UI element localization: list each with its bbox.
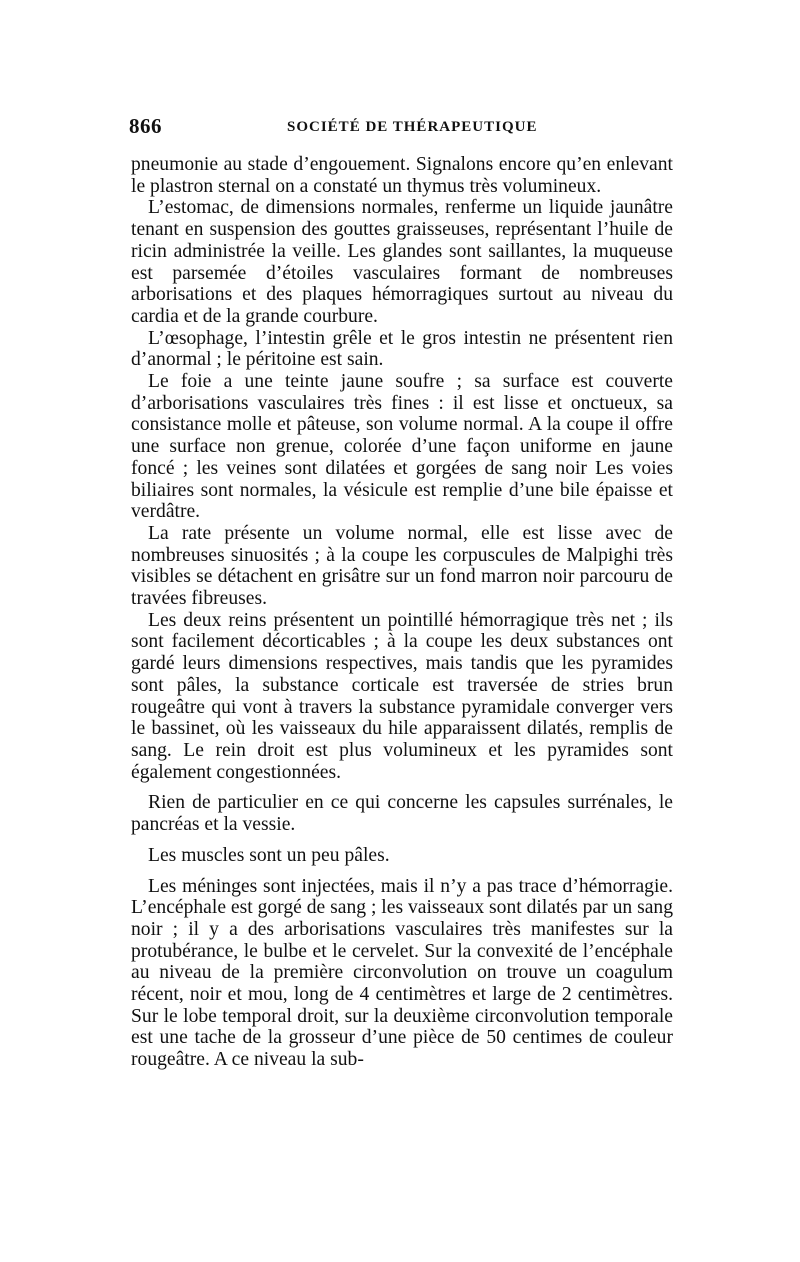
paragraph-liver: Le foie a une teinte jaune soufre ; sa surface est couverte d’arborisations vasculaires très fines : il est lisse et onctueux, sa consistance molle et pâteuse, son volume normal. A la coupe il offre une surface non grenue, colorée d’une façon uniforme en jaune foncé ; les veines sont dilatées et gorgées de sang noir Les voies biliaires sont normales, la vésicule est remplie d’une bile épaisse et verdâtre. [131, 371, 673, 523]
paragraph-brain: Les méninges sont injectées, mais il n’y a pas trace d’hémorragie. L’encéphale est gorgé de sang ; les vaisseaux sont dilatés par un sang noir ; il y a des arborisations vasculaires très manifestes sur la protubérance, le bulbe et le cervelet. Sur la convexité de l’encéphale au niveau de la première circonvolution on trouve un coagulum récent, noir et mou, long de 4 centimètres et large de 2 centimètres. Sur le lobe temporal droit, sur la deuxième circonvolution temporale est une tache de la grosseur d’une pièce de 50 centimes de couleur rougeâtre. A ce niveau la sub- [131, 875, 673, 1071]
paragraph-thymus: pneumonie au stade d’engouement. Signalons encore qu’en enlevant le plastron sternal on a constaté un thymus très volumineux. [131, 154, 673, 197]
paragraph-kidneys: Les deux reins présentent un pointillé hémorragique très net ; ils sont facilement décorticables ; à la coupe les deux substances ont gardé leurs dimensions respectives, mais tandis que les pyramides sont pâles, la substance corticale est traversée de stries brun rougeâtre qui vont à travers la substance pyramidale converger vers le bassinet, où les vaisseaux du hile apparaissent dilatés, remplis de sang. Le rein droit est plus volumineux et les pyramides sont également congestionnées. [131, 609, 673, 783]
paragraph-oesophagus: L’œsophage, l’intestin grêle et le gros intestin ne présentent rien d’anormal ; le péritoine est sain. [131, 327, 673, 371]
page-number: 866 [129, 114, 162, 138]
running-head: SOCIÉTÉ DE THÉRAPEUTIQUE [287, 119, 538, 135]
paragraph-stomach: L’estomac, de dimensions normales, renferme un liquide jaunâtre tenant en suspension des gouttes graisseuses, représentant l’huile de ricin administrée la veille. Les glandes sont saillantes, la muqueuse est parsemée d’étoiles vasculaires formant de nombreuses arborisations et des plaques hémorragiques surtout au niveau du cardia et de la grande courbure. [131, 197, 673, 327]
body-text [131, 154, 673, 1071]
paragraph-adrenals: Rien de particulier en ce qui concerne les capsules surrénales, le pancréas et la vessie. [131, 792, 673, 836]
paragraph-muscles: Les muscles sont un peu pâles. [148, 844, 390, 866]
page-header [129, 114, 673, 142]
paragraph-spleen: La rate présente un volume normal, elle est lisse avec de nombreuses sinuosités ; à la coupe les corpuscules de Malpighi très visibles se détachent en grisâtre sur un fond marron noir parcouru de travées fibreuses. [131, 522, 673, 610]
